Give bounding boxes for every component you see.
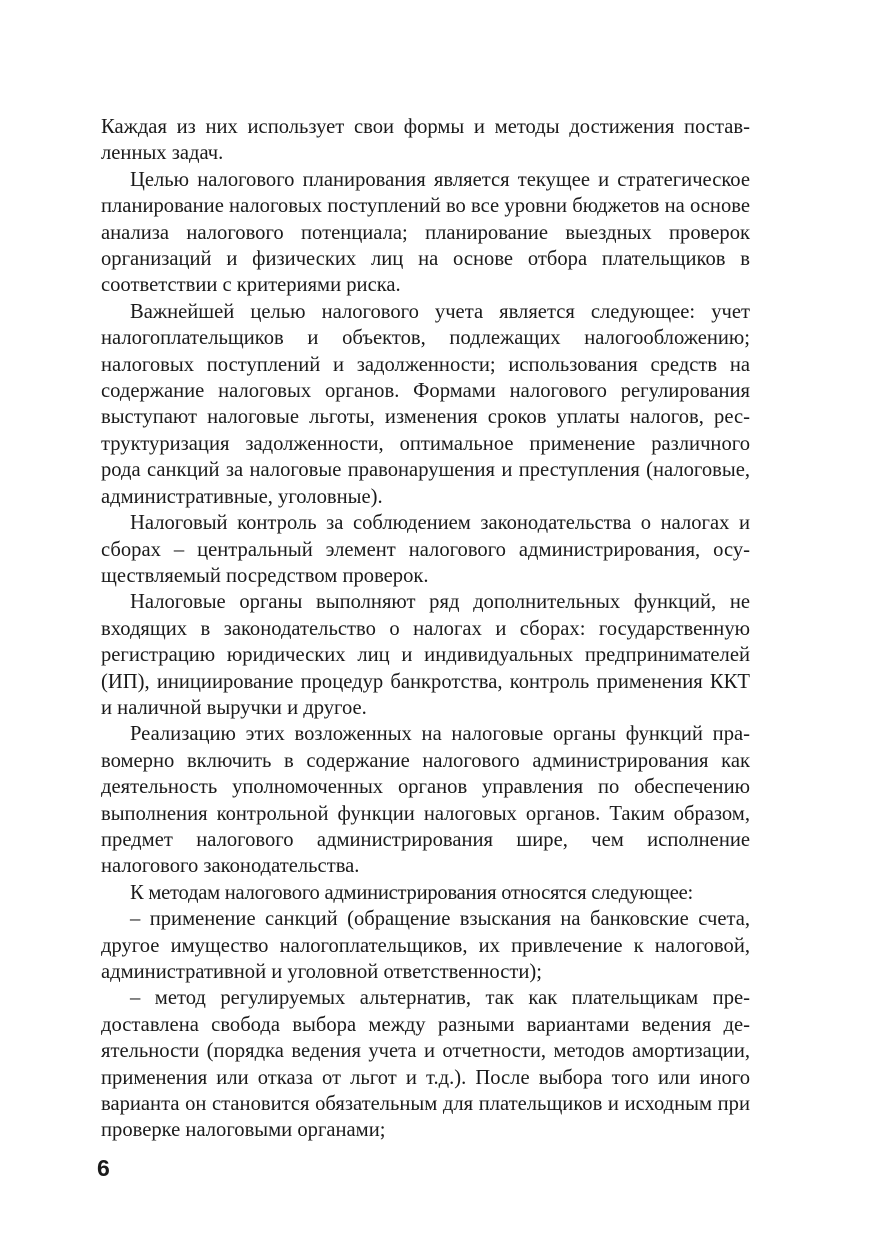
paragraph-methods-intro: К методам налогового администрирования относятся следующее: xyxy=(130,881,694,904)
paragraph-tax-control: Налоговый контроль за соблюдением законодательства о налогах и сборах – центральный элемент налогового администрирования, осуществляемый посредством проверок. xyxy=(101,512,750,587)
paragraph-additional-functions: Налоговые органы выполняют ряд дополнительных функций, не входящих в законодательство о налогах и сборах: государственную регистрацию юридических лиц и индивидуальных предпринимателей (ИП), инициирование процедур банкротства, контроль применения ККТ и наличной выручки и другое. xyxy=(101,591,750,719)
paragraph-administration-scope: Реализацию этих возложенных на налоговые органы функций правомерно включить в содержание налогового администрирования как деятельность уполномоченных органов управления по обеспечению выполнения контрольной функции налоговых органов. Таким образом, предмет налогового администрирования шире, чем исполнение налогового законодательства. xyxy=(101,723,750,878)
list-item-sanctions: – применение санкций (обращение взыскания на банковские счета, другое имущество налогоплательщиков, их привлечение к налоговой, административной и уголовной ответственности); xyxy=(101,908,750,983)
paragraph-continuation: Каждая из них использует свои формы и методы достижения поставленных задач. xyxy=(101,116,750,165)
paragraph-tax-planning: Целью налогового планирования является текущее и стратегическое планирование налоговых поступлений во все уровни бюджетов на основе анализа налогового потенциала; планирование выездных проверок организаций и физических лиц на основе отбора плательщиков в соответствии с критериями риска. xyxy=(101,168,750,297)
page-number: 6 xyxy=(97,1155,110,1181)
list-item-regulated-alternatives: – метод регулируемых альтернатив, так как плательщикам предоставлена свобода выбора между разными вариантами ведения деятельности (порядка ведения учета и отчетности, методов амортизации, применения или отказа от льгот и т.д.). После выбора того или иного варианта он становится обязательным для плательщиков и исходным при проверке налоговыми органами; xyxy=(101,987,750,1142)
paragraph-tax-accounting: Важнейшей целью налогового учета является следующее: учет налогоплательщиков и объектов, подлежащих налогообложению; налоговых поступлений и задолженности; использования средств на содержание налоговых органов. Формами налогового регулирования выступают налоговые льготы, изменения сроков уплаты налогов, реструктуризация задолженности, оптимальное применение различного рода санкций за налоговые правонарушения и преступления (налоговые, административные, уголовные). xyxy=(101,300,750,508)
body-text xyxy=(101,114,750,1144)
